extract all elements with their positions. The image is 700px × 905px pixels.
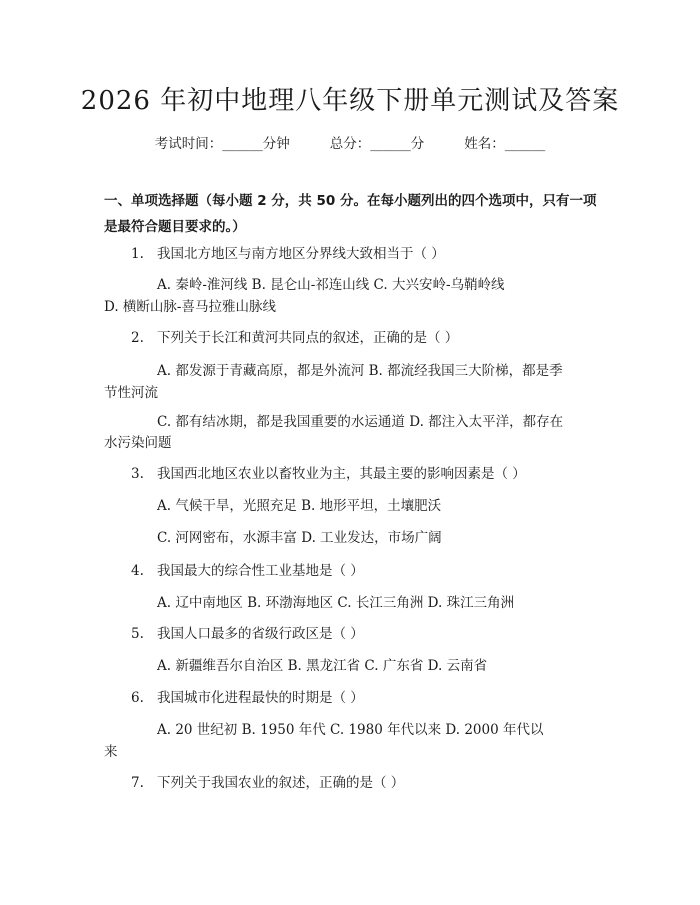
question-number: 2. [131,330,144,346]
page-title: 2026 年初中地理八年级下册单元测试及答案 [80,86,620,116]
question-number: 7. [131,775,144,791]
question-7 [131,773,404,793]
exam-time-field: 考试时间：______分钟 [154,136,290,152]
question-text: 我国最大的综合性工业基地是（ ） [157,563,364,579]
question-number: 6. [131,690,144,706]
student-name-field: 姓名：______ [464,136,546,152]
question-text: 下列关于我国农业的叙述，正确的是（ ） [157,775,405,791]
question-3-options-ab: A. 气候干旱，光照充足 B. 地形平坦，土壤肥沃 [157,498,442,514]
question-text: 我国西北地区农业以畜牧业为主，其最主要的影响因素是（ ） [157,466,526,482]
question-number: 4. [131,563,144,579]
question-6 [131,688,364,708]
question-1-options: A. 秦岭-淮河线 B. 昆仑山-祁连山线 C. 大兴安岭-乌鞘岭线 [157,277,505,293]
section-heading: 一、单项选择题（每小题 2 分，共 50 分。在每小题列出的四个选项中，只有一项是最符合题目要求的。） [104,193,597,235]
question-number: 3. [131,466,144,482]
question-number: 5. [131,626,144,642]
question-6-options: A. 20 世纪初 B. 1950 年代 C. 1980 年代以来 D. 2000 年代以 [157,722,544,738]
question-4-options: A. 辽中南地区 B. 环渤海地区 C. 长江三角洲 D. 珠江三角洲 [157,595,515,611]
question-4 [131,561,364,581]
exam-meta [0,132,700,152]
question-5-options: A. 新疆维吾尔自治区 B. 黑龙江省 C. 广东省 D. 云南省 [157,658,488,674]
question-2-options-cd: C. 都有结冰期，都是我国重要的水运通道 D. 都注入太平洋，都存在 [157,414,564,430]
question-2-options-ab: A. 都发源于青藏高原，都是外流河 B. 都流经我国三大阶梯，都是季 [157,363,563,379]
question-text: 下列关于长江和黄河共同点的叙述，正确的是（ ） [157,330,459,346]
question-1-options-cont: D. 横断山脉-喜马拉雅山脉线 [104,299,276,315]
question-text: 我国北方地区与南方地区分界线大致相当于（ ） [157,246,445,262]
total-score-field: 总分：______分 [329,136,425,152]
question-3-options-cd: C. 河网密布，水源丰富 D. 工业发达，市场广阔 [157,530,442,546]
question-text: 我国城市化进程最快的时期是（ ） [157,690,364,706]
question-2 [131,328,458,348]
question-5 [131,624,364,644]
question-6-options-cont: 来 [104,744,118,760]
question-number: 1. [131,246,144,262]
question-1 [131,244,445,264]
question-3 [131,464,526,484]
question-2-options-cd-cont: 水污染问题 [104,435,172,451]
question-2-options-ab-cont: 节性河流 [104,385,158,401]
question-text: 我国人口最多的省级行政区是（ ） [157,626,364,642]
